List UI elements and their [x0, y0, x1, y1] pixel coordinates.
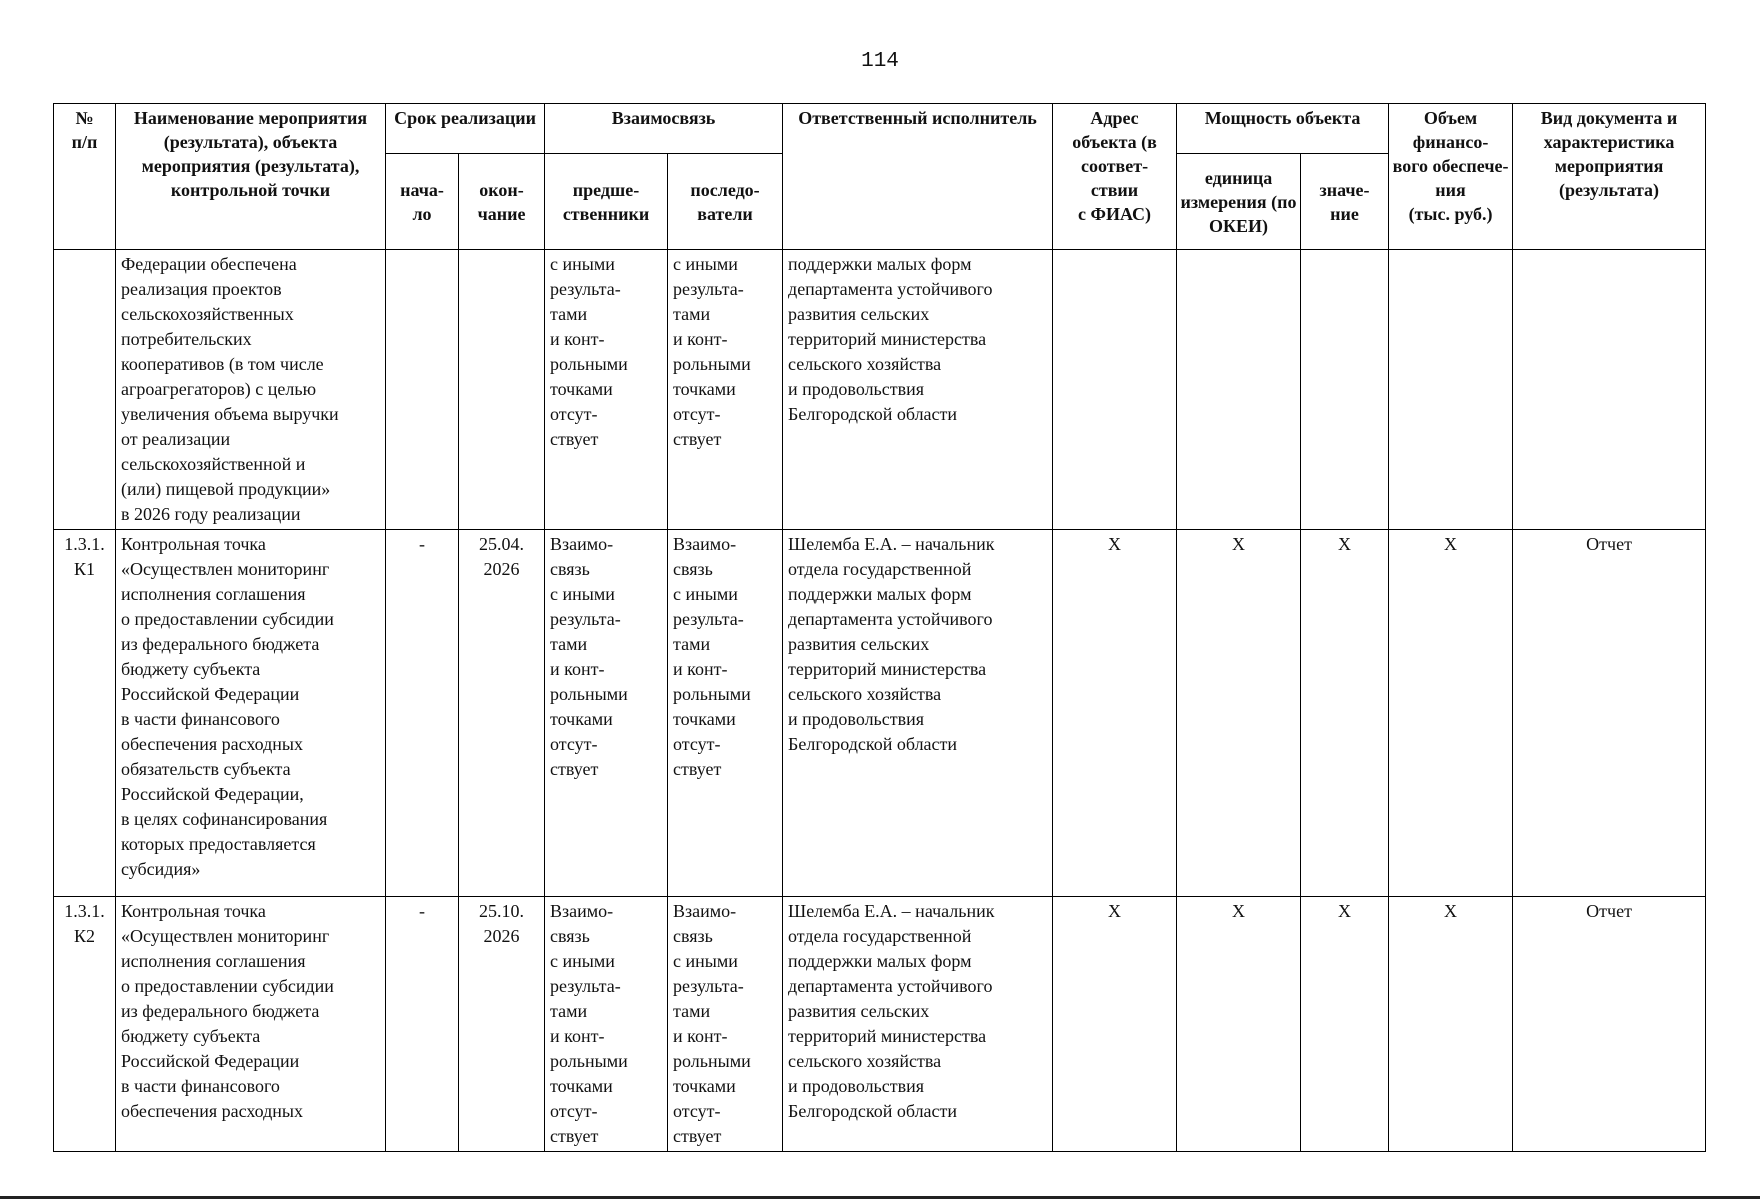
row-doc: Отчет [1513, 530, 1706, 897]
row-responsible: Шелемба Е.А. – начальник отдела государственной поддержки малых форм департамента устойчивого развития сельских территорий министерства сельского хозяйства и продовольствия Белгородской области [783, 897, 1053, 1152]
row-successors: с иными результа- тами и конт- рольными точками отсут- ствует [668, 250, 783, 530]
row-value: X [1301, 530, 1389, 897]
table-row [54, 530, 1706, 897]
row-end: 25.04. 2026 [459, 530, 545, 897]
header-predecessors: предше- ственники [545, 154, 668, 250]
header-term-start: нача- ло [386, 154, 459, 250]
row-finance: X [1389, 530, 1513, 897]
row-unit: X [1177, 897, 1301, 1152]
header-doc: Вид документа и характеристика мероприятия (результата) [1513, 104, 1706, 250]
header-name: Наименование мероприятия (результата), объекта мероприятия (результата), контрольной точки [116, 104, 386, 250]
row-num: 1.3.1. К2 [54, 897, 116, 1152]
table-row [54, 897, 1706, 1152]
page-bottom-rule [0, 1196, 1760, 1199]
page-number: 114 [861, 50, 899, 73]
row-num [54, 250, 116, 530]
row-responsible: Шелемба Е.А. – начальник отдела государственной поддержки малых форм департамента устойчивого развития сельских территорий министерства сельского хозяйства и продовольствия Белгородской области [783, 530, 1053, 897]
row-doc [1513, 250, 1706, 530]
header-term: Срок реализации [386, 104, 545, 154]
row-name: Контрольная точка «Осуществлен мониторинг исполнения соглашения о предоставлении субсидии из федерального бюджета бюджету субъекта Российской Федерации в части финансового обеспечения расходных [116, 897, 386, 1152]
row-doc: Отчет [1513, 897, 1706, 1152]
row-successors: Взаимо- связь с иными результа- тами и конт- рольными точками отсут- ствует [668, 530, 783, 897]
header-relation: Взаимосвязь [545, 104, 783, 154]
row-predecessors: Взаимо- связь с иными результа- тами и конт- рольными точками отсут- ствует [545, 897, 668, 1152]
row-start: - [386, 530, 459, 897]
row-address [1053, 250, 1177, 530]
row-address: X [1053, 897, 1177, 1152]
header-unit: единица измерения (по ОКЕИ) [1177, 154, 1301, 250]
header-successors: последо- ватели [668, 154, 783, 250]
row-predecessors: с иными результа- тами и конт- рольными точками отсут- ствует [545, 250, 668, 530]
row-num: 1.3.1. К1 [54, 530, 116, 897]
row-unit: X [1177, 530, 1301, 897]
row-finance: X [1389, 897, 1513, 1152]
measures-table [53, 103, 1706, 1152]
header-responsible: Ответственный исполнитель [783, 104, 1053, 250]
header-value: значе- ние [1301, 154, 1389, 250]
row-end: 25.10. 2026 [459, 897, 545, 1152]
row-responsible: поддержки малых форм департамента устойчивого развития сельских территорий министерства сельского хозяйства и продовольствия Белгородской области [783, 250, 1053, 530]
row-address: X [1053, 530, 1177, 897]
header-address: Адрес объекта (в соответ- ствии с ФИАС) [1053, 104, 1177, 250]
row-name: Контрольная точка «Осуществлен мониторинг исполнения соглашения о предоставлении субсидии из федерального бюджета бюджету субъекта Российской Федерации в части финансового обеспечения расходных обязательств субъекта Российской Федерации, в целях софинансирования которых предоставляется субсидия» [116, 530, 386, 897]
row-value [1301, 250, 1389, 530]
row-start: - [386, 897, 459, 1152]
header-term-end: окон- чание [459, 154, 545, 250]
row-name: Федерации обеспечена реализация проектов сельскохозяйственных потребительских кооперативов (в том числе агроагрегаторов) с целью увеличения объема выручки от реализации сельскохозяйственной и (или) пищевой продукции» в 2026 году реализации [116, 250, 386, 530]
table-body [54, 250, 1706, 1152]
row-successors: Взаимо- связь с иными результа- тами и конт- рольными точками отсут- ствует [668, 897, 783, 1152]
header-capacity: Мощность объекта [1177, 104, 1389, 154]
table-row [54, 250, 1706, 530]
row-value: X [1301, 897, 1389, 1152]
row-start [386, 250, 459, 530]
header-num: № п/п [54, 104, 116, 250]
row-unit [1177, 250, 1301, 530]
row-finance [1389, 250, 1513, 530]
row-predecessors: Взаимо- связь с иными результа- тами и конт- рольными точками отсут- ствует [545, 530, 668, 897]
header-finance: Объем финансо- вого обеспече- ния (тыс. руб.) [1389, 104, 1513, 250]
row-end [459, 250, 545, 530]
